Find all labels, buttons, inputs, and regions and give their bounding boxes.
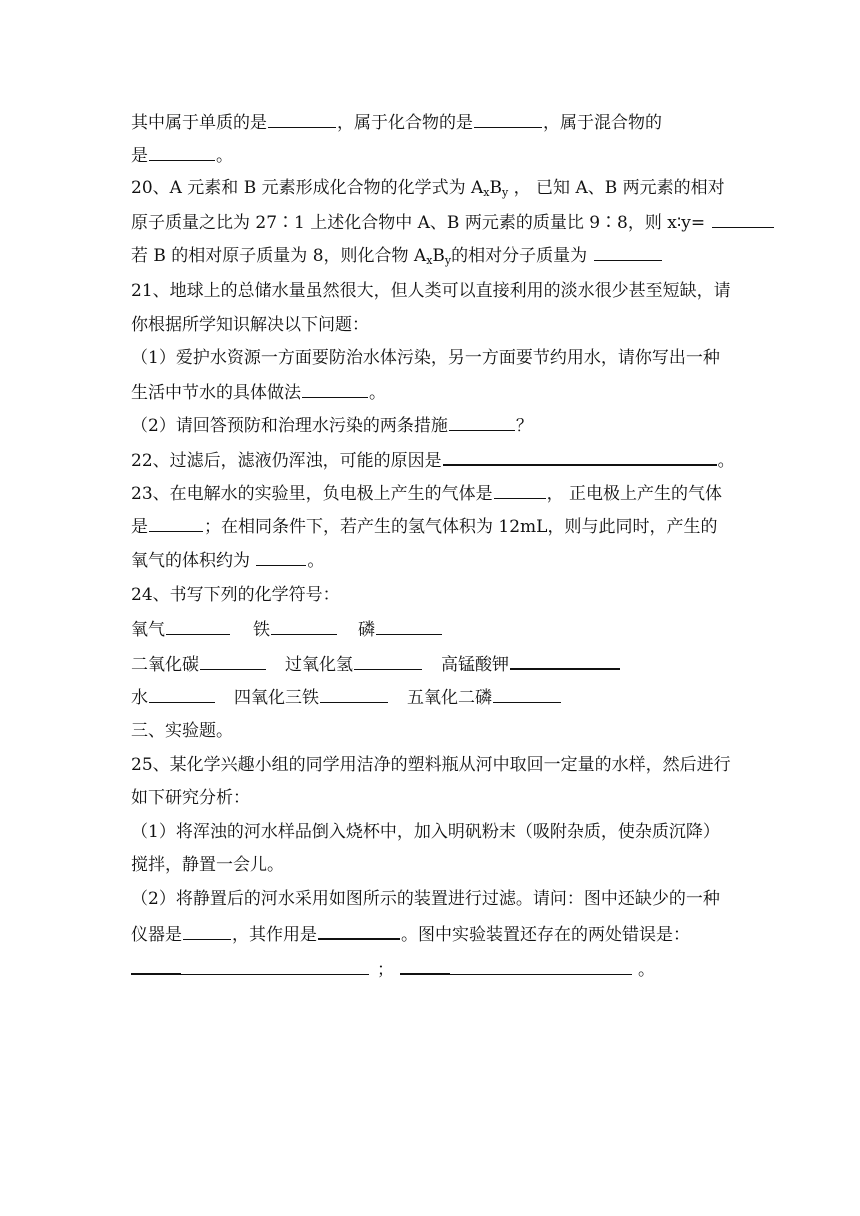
- text: 的相对分子质量为: [451, 246, 593, 266]
- line-q24: [131, 583, 340, 607]
- blank[interactable]: [318, 921, 400, 940]
- symbols-row-3: [131, 685, 562, 710]
- text: 若 B 的相对原子质量为 8，则化合物 A: [131, 246, 427, 266]
- section-heading: [131, 719, 233, 743]
- text: ，属于混合物的: [543, 113, 662, 133]
- blank[interactable]: [200, 652, 266, 670]
- text: 原子质量之比为 27∶1 上述化合物中 A、B 两元素的质量比 9∶8，则 x∶y=: [131, 213, 711, 233]
- line-q25: [131, 753, 731, 777]
- blank[interactable]: [256, 548, 306, 566]
- blank[interactable]: [474, 110, 542, 128]
- label: 高锰酸钾: [441, 655, 509, 675]
- text: ， 已知 A、B 两元素的相对: [508, 178, 725, 198]
- blank[interactable]: [181, 957, 369, 975]
- text: 氧气的体积约为: [131, 551, 256, 571]
- blank[interactable]: [302, 380, 368, 398]
- blank[interactable]: [271, 617, 337, 635]
- text: 是: [131, 517, 148, 537]
- blank[interactable]: [450, 957, 632, 975]
- text: 是: [131, 146, 148, 166]
- label: 五氧化二磷: [407, 688, 492, 708]
- label: 磷: [358, 620, 375, 640]
- line-24: [131, 887, 720, 911]
- text: （1）将浑浊的河水样品倒入烧杯中，加入明矾粉末（吸附杂质，使杂质沉降）: [131, 822, 720, 842]
- blank[interactable]: [320, 685, 388, 703]
- text: 。: [717, 451, 735, 471]
- line-23: [131, 853, 284, 877]
- line-5: [131, 243, 663, 273]
- line-4: [131, 210, 775, 235]
- blank[interactable]: [183, 922, 231, 940]
- text: ？: [515, 416, 533, 436]
- blank[interactable]: [400, 956, 450, 975]
- line-2: [131, 143, 233, 168]
- blank[interactable]: [166, 617, 230, 635]
- line-1: [131, 110, 662, 135]
- text: （1）爱护水资源一方面要防治水体污染，另一方面要节约用水，请你写出一种: [131, 348, 720, 368]
- blank[interactable]: [131, 956, 181, 975]
- blank[interactable]: [594, 243, 662, 261]
- text: 搅拌，静置一会儿。: [131, 855, 284, 875]
- blank[interactable]: [493, 685, 561, 703]
- blank[interactable]: [149, 685, 215, 703]
- subscript-x: x: [483, 186, 490, 199]
- label: 水: [131, 688, 148, 708]
- text: 。: [216, 146, 233, 166]
- blank[interactable]: [494, 481, 546, 499]
- line-14: [131, 548, 324, 573]
- text: 。图中实验装置还存在的两处错误是：: [401, 925, 690, 945]
- text: B: [432, 246, 445, 266]
- blank[interactable]: [149, 143, 215, 161]
- text: 24、书写下列的化学符号：: [131, 585, 340, 605]
- label: 二氧化碳: [131, 655, 199, 675]
- blank[interactable]: [449, 413, 515, 431]
- line-q21: [131, 279, 731, 303]
- line-8: [131, 346, 720, 370]
- blank[interactable]: [149, 514, 203, 532]
- subscript-y: y: [444, 254, 452, 267]
- line-7: [131, 313, 369, 337]
- blank[interactable]: [376, 617, 442, 635]
- blank[interactable]: [354, 652, 422, 670]
- text: ， 正电极上产生的气体: [546, 484, 723, 504]
- label: 氧气: [131, 620, 165, 640]
- text: ，其作用是: [232, 925, 317, 945]
- text: 你根据所学知识解决以下问题：: [131, 315, 369, 335]
- text: 。: [307, 551, 325, 571]
- text: 。: [638, 960, 655, 980]
- text: 三、实验题。: [131, 721, 233, 741]
- symbols-row-1: [131, 617, 443, 642]
- text: 20、A 元素和 B 元素形成化合物的化学式为 A: [131, 178, 484, 198]
- text: 22、过滤后，滤液仍浑浊，可能的原因是: [131, 451, 442, 471]
- line-13: [131, 514, 717, 539]
- line-22: [131, 820, 720, 844]
- line-q22: [131, 447, 735, 473]
- text: 25、某化学兴趣小组的同学用洁净的塑料瓶从河中取回一定量的水样，然后进行: [131, 755, 731, 775]
- line-q20: [131, 176, 725, 205]
- line-21: [131, 786, 250, 810]
- text: ；在相同条件下，若产生的氢气体积为 12mL，则与此同时，产生的: [204, 517, 718, 537]
- label: 四氧化三铁: [234, 688, 319, 708]
- symbols-row-2: [131, 651, 621, 677]
- text: 。: [369, 383, 386, 403]
- line-9: [131, 380, 386, 405]
- blank[interactable]: [712, 210, 774, 228]
- text: B: [489, 178, 503, 198]
- text: 仪器是: [131, 925, 182, 945]
- text: 生活中节水的具体做法: [131, 383, 301, 403]
- subscript-x: x: [426, 254, 433, 267]
- text: 其中属于单质的是: [131, 113, 267, 133]
- text: ，属于化合物的是: [337, 113, 473, 133]
- blank[interactable]: [443, 447, 717, 466]
- text: 23、在电解水的实验里，负电极上产生的气体是: [131, 484, 493, 504]
- line-10: [131, 413, 533, 438]
- text: （2）请回答预防和治理水污染的两条措施: [131, 416, 448, 436]
- line-q23: [131, 481, 722, 506]
- line-25: [131, 921, 690, 947]
- label: 过氧化氢: [285, 655, 353, 675]
- blank[interactable]: [268, 110, 336, 128]
- text: 如下研究分析：: [131, 788, 250, 808]
- text: ；: [377, 960, 394, 980]
- subscript-y: y: [502, 186, 509, 199]
- text: 21、地球上的总储水量虽然很大，但人类可以直接利用的淡水很少甚至短缺，请: [131, 281, 731, 301]
- blank[interactable]: [510, 651, 620, 670]
- text: （2）将静置后的河水采用如图所示的装置进行过滤。请问：图中还缺少的一种: [131, 889, 720, 909]
- label: 铁: [253, 620, 270, 640]
- line-26: [131, 956, 655, 982]
